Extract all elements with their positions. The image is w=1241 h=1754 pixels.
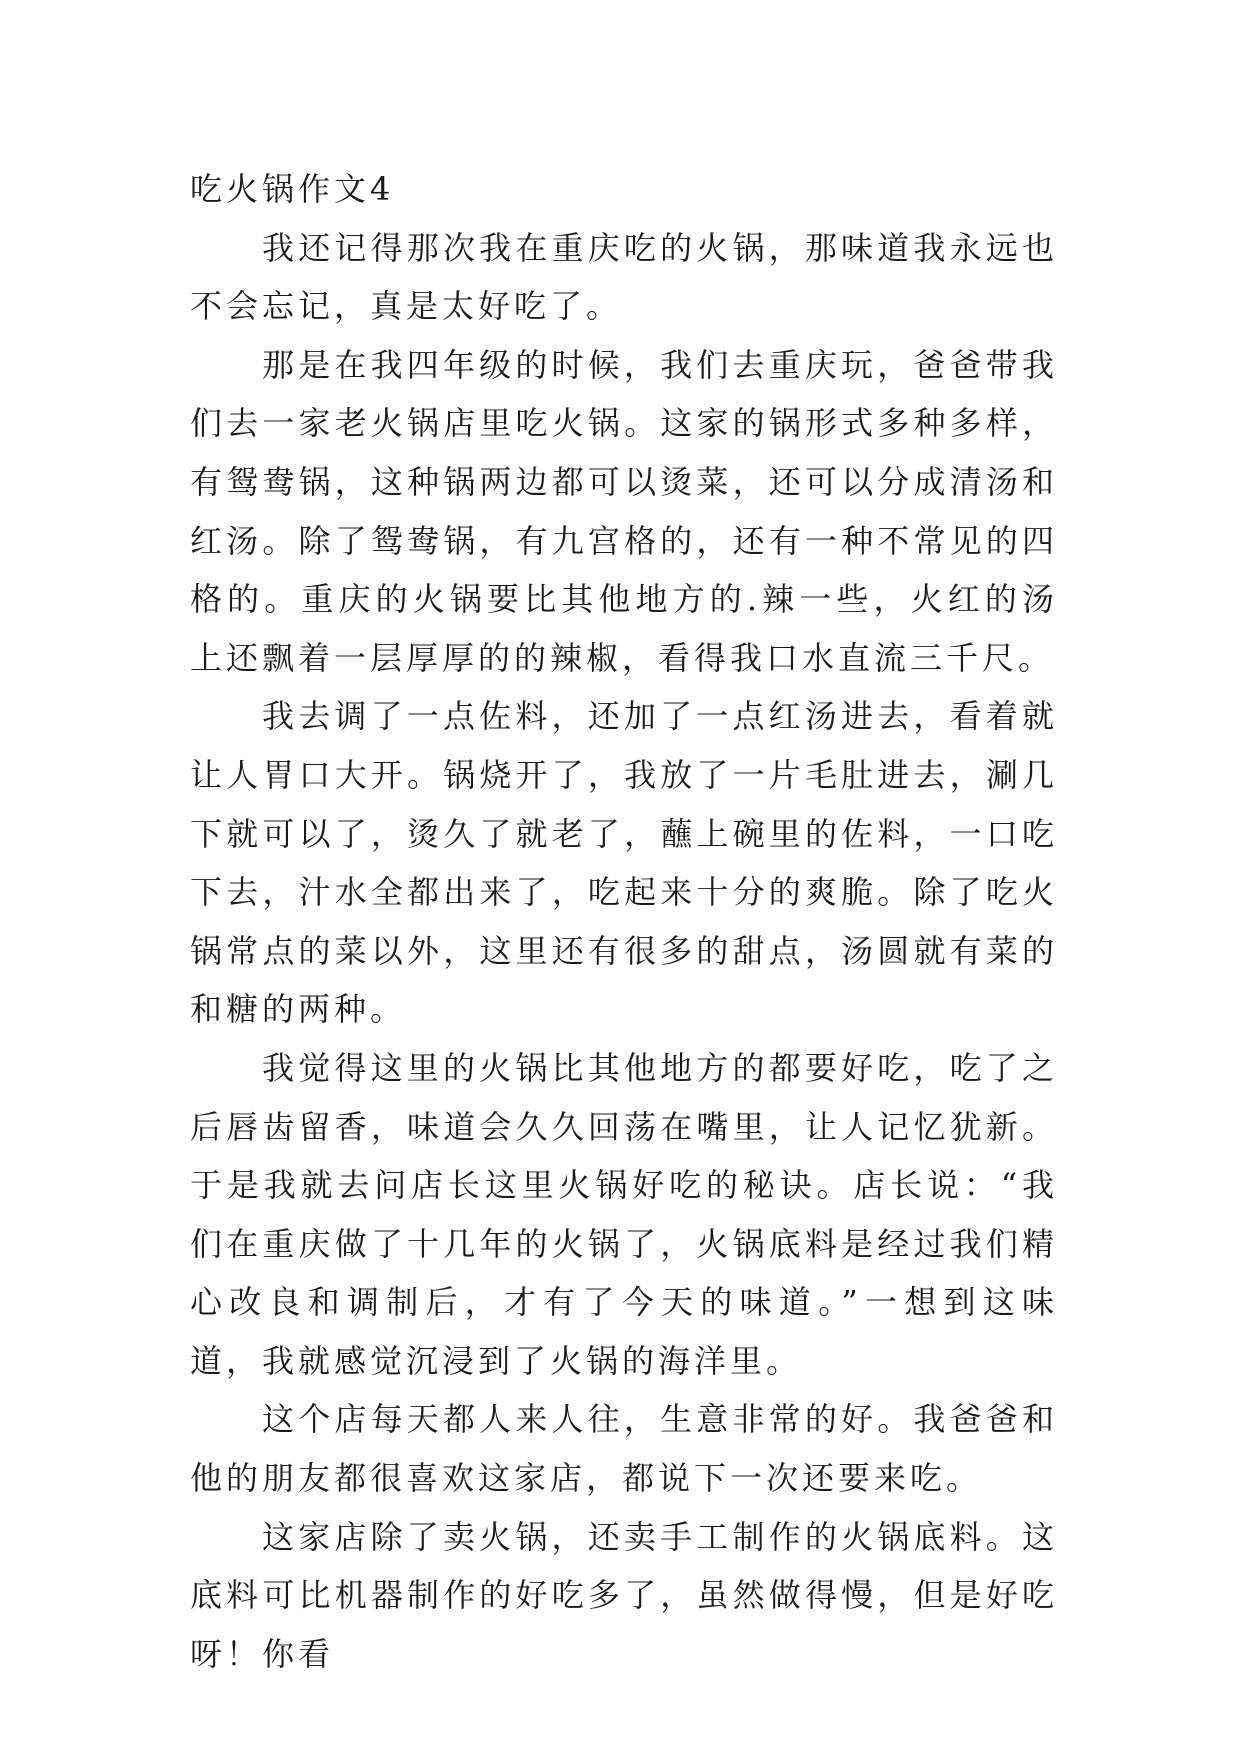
document-body — [190, 160, 1058, 1683]
paragraph: 这个店每天都人来人往，生意非常的好。我爸爸和他的朋友都很喜欢这家店，都说下一次还要来吃。 — [190, 1400, 1058, 1498]
paragraph: 我还记得那次我在重庆吃的火锅，那味道我永远也不会忘记，真是太好吃了。 — [190, 228, 1058, 326]
paragraph: 这家店除了卖火锅，还卖手工制作的火锅底料。这底料可比机器制作的好吃多了，虽然做得慢，但是好吃呀！你看 — [190, 1517, 1058, 1673]
document-title: 吃火锅作文4 — [190, 170, 395, 208]
paragraph: 我去调了一点佐料，还加了一点红汤进去，看着就让人胃口大开。锅烧开了，我放了一片毛肚进去，涮几下就可以了，烫久了就老了，蘸上碗里的佐料，一口吃下去，汁水全都出来了，吃起来十分的爽脆。除了吃火锅常点的菜以外，这里还有很多的甜点，汤圆就有菜的和糖的两种。 — [190, 697, 1058, 1029]
paragraph: 我觉得这里的火锅比其他地方的都要好吃，吃了之后唇齿留香，味道会久久回荡在嘴里，让人记忆犹新。于是我就去问店长这里火锅好吃的秘诀。店长说：“我们在重庆做了十几年的火锅了，火锅底料是经过我们精心改良和调制后，才有了今天的味道。”一想到这味道，我就感觉沉浸到了火锅的海洋里。 — [190, 1048, 1058, 1380]
paragraph: 那是在我四年级的时候，我们去重庆玩，爸爸带我们去一家老火锅店里吃火锅。这家的锅形式多种多样，有鸳鸯锅，这种锅两边都可以烫菜，还可以分成清汤和红汤。除了鸳鸯锅，有九宫格的，还有一种不常见的四格的。重庆的火锅要比其他地方的.辣一些，火红的汤上还飘着一层厚厚的的辣椒，看得我口水直流三千尺。 — [190, 345, 1058, 677]
